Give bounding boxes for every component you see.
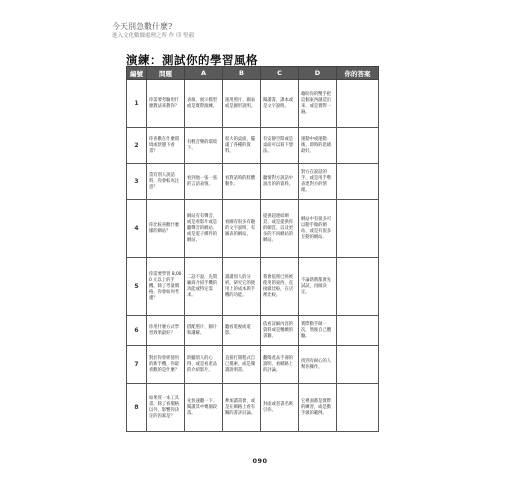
row-number: 5 [127, 258, 147, 316]
option-b-cell: 讀讀別人的分析，研究它的使用上的成本與手機的功能。 [223, 258, 261, 316]
answer-cell[interactable] [337, 384, 379, 432]
option-b-cell: 聽看電視或電影。 [223, 316, 261, 346]
question-cell: 如果買一本工具書，除了看價格以外，影響你決定的因素是？ [147, 384, 185, 432]
answer-cell[interactable] [337, 164, 379, 200]
option-d-cell: 對方在說話的手、或是用手勢表達對方的情緒。 [299, 164, 337, 200]
answer-cell[interactable] [337, 200, 379, 258]
option-a-cell: 聆聽別人的心得、或是看產品的介紹影片。 [185, 346, 223, 384]
column-header: 你的答案 [337, 67, 379, 80]
answer-cell[interactable] [337, 258, 379, 316]
learning-style-table [126, 66, 378, 432]
option-c-cell: 有安靜空間或是桌面可以寫下想法。 [261, 128, 299, 164]
column-header: 編號 [127, 67, 147, 80]
header-title: 今天別急數什麼? [112, 22, 173, 31]
row-number: 2 [127, 128, 147, 164]
column-header: D [299, 67, 337, 80]
option-c-cell: 封面或者書名吸引你。 [261, 384, 299, 432]
answer-cell[interactable] [337, 128, 379, 164]
question-cell: 你需要學習 8,000 元以上的手機，除了考量價格，你會如何考慮？ [147, 258, 185, 316]
option-a-cell: 二話不說，先問廠商介紹手機的功能或特定需求。 [185, 258, 223, 316]
table-row [127, 128, 379, 164]
question-cell: 你需要考驗用什麼教法來教你？ [147, 80, 185, 128]
row-number: 6 [127, 316, 147, 346]
header-subtitle: 進入文化數據處理之所 作 印 堅毅 [112, 33, 195, 39]
option-b-cell: 看對話時的肢體動作。 [223, 164, 261, 200]
table-row [127, 200, 379, 258]
section-title: 演練：測試你的學習風格 [126, 53, 258, 67]
option-d-cell: 它裡面都是實際的練習、或是動手做的範例。 [299, 384, 337, 432]
column-header: A [185, 67, 223, 80]
option-a-cell: 有輕音樂的環境下。 [185, 128, 223, 164]
option-b-cell: 運用照片、圖表或是圖形說明。 [223, 80, 261, 128]
option-b-cell: 很大的桌面，擺滿了各種的資料。 [223, 128, 261, 164]
answer-cell[interactable] [337, 346, 379, 384]
question-cell: 你喜歡在什麼環境或狀態下看書？ [147, 128, 185, 164]
option-c-cell: 翻閱產品手冊的說明、看網路上的評論。 [261, 346, 299, 384]
table-row [127, 316, 379, 346]
option-b-cell: 看圖有很多有趣的文字說明、有圖表的網站。 [223, 200, 261, 258]
question-cell: 你用什麼方式學習效果最好？ [147, 316, 185, 346]
option-c-cell: 提供超連結網頁、或是提供你的網頁、以及更多的不同網站的網站。 [261, 200, 299, 258]
option-d-cell: 藉助你的雙手把這個東西創造出來、或是實際一遍。 [299, 80, 337, 128]
option-c-cell: 聽情對方說話中說出的的資料。 [261, 164, 299, 200]
column-header: 問題 [147, 67, 185, 80]
option-b-cell: 直接打開程式自己摸索、或是閱讀說明書。 [223, 346, 261, 384]
option-b-cell: 參加讀書會、或是在網路上看有關的書評討論。 [223, 384, 261, 432]
option-c-cell: 我會依照已經被使用的東西，直接做比較，在店裡比較。 [261, 258, 299, 316]
table-row [127, 164, 379, 200]
option-a-cell: 先快速翻一下，閱讀其中幾個段落。 [185, 384, 223, 432]
table-row [127, 258, 379, 316]
option-a-cell: 看到他一張一張的言語表情。 [185, 164, 223, 200]
question-cell: 對於你曾經使用的新手機，你最喜歡的是什麼？ [147, 346, 185, 384]
question-cell: 當有別人說話時，你會較為注意？ [147, 164, 185, 200]
answer-cell[interactable] [337, 80, 379, 128]
table-row [127, 384, 379, 432]
table-row [127, 346, 379, 384]
row-number: 8 [127, 384, 147, 432]
answer-cell[interactable] [337, 316, 379, 346]
option-d-cell: 不論新舊都會先試試，再做決定。 [299, 258, 337, 316]
table-row [127, 80, 379, 128]
column-header: C [261, 67, 299, 80]
row-number: 4 [127, 200, 147, 258]
option-c-cell: 閱讀書、課本或是文字說明。 [261, 80, 299, 128]
running-header [112, 22, 194, 40]
option-a-cell: 網站有有聲音、或是看影片或是聽聲音的網站，或是電子郵件的網站。 [185, 200, 223, 258]
question-cell: 你比較喜歡什麼樣的網站？ [147, 200, 185, 258]
option-d-cell: 實際動手做一次，然後自己體驗。 [299, 316, 337, 346]
row-number: 1 [127, 80, 147, 128]
table-header-row [127, 67, 379, 80]
option-d-cell: 運動中或運動後、即時的思緒最好。 [299, 128, 337, 164]
option-a-cell: 搭配照片、圖片和講解。 [185, 316, 223, 346]
page-number: 090 [252, 457, 268, 465]
option-a-cell: 表演、展示模型或是實際演練。 [185, 80, 223, 128]
option-d-cell: 網站中有很多可以動手做的網站、或是有很多互動的網站。 [299, 200, 337, 258]
row-number: 7 [127, 346, 147, 384]
column-header: B [223, 67, 261, 80]
row-number: 3 [127, 164, 147, 200]
option-c-cell: 依看詳細內容的資料或是精緻的書籍。 [261, 316, 299, 346]
option-d-cell: 找到有耐心的人幫你操作。 [299, 346, 337, 384]
